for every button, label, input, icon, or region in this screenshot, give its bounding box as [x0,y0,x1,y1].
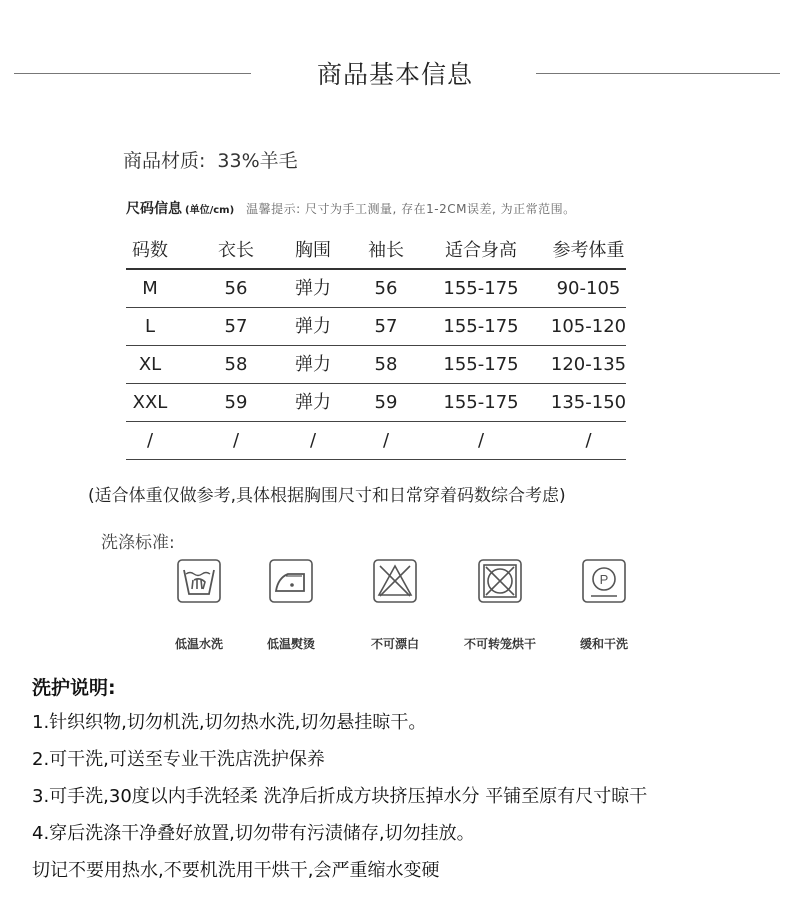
table-row [126,346,626,384]
header-cell: 衣长 [218,240,254,261]
care-line: 3.可手洗,30度以内手洗轻柔 洗净后折成方块挤压掉水分 平铺至原有尺寸晾干 [32,786,648,807]
care-title: 洗护说明: [32,677,116,699]
table-cell: 弹力 [295,354,331,375]
size-info-label: 尺码信息 [126,201,182,217]
table-cell: 58 [224,354,248,375]
svg-text:P: P [599,572,609,587]
table-cell: M [142,278,158,299]
table-cell: 155-175 [443,392,519,413]
table-header-row [126,236,626,270]
title-divider-left [14,73,251,74]
table-cell: 弹力 [295,316,331,337]
wash-standard-label: 洗涤标准: [101,533,175,553]
wash-icon-label: 低温水洗 [174,637,223,651]
care-line: 4.穿后洗涤干净叠好放置,切勿带有污渍储存,切勿挂放。 [32,823,475,844]
table-cell: 90-105 [556,278,621,299]
material-value: 33%羊毛 [217,150,298,172]
table-cell: 155-175 [443,316,519,337]
table-cell: 58 [374,354,398,375]
material-label: 商品材质: [123,150,206,172]
header-cell: 参考体重 [552,240,625,261]
table-cell: 135-150 [550,392,627,413]
wash-icon-label: 不可转笼烘干 [463,637,536,651]
care-line: 2.可干洗,可送至专业干洗店洗护保养 [32,749,325,770]
table-cell: 57 [224,316,248,337]
size-table [126,236,626,460]
table-cell: 155-175 [443,278,519,299]
size-info-line [126,198,576,218]
table-cell: 弹力 [295,392,331,413]
title-divider-right [536,73,780,74]
table-row [126,422,626,460]
table-cell: 弹力 [295,278,331,299]
header-cell: 适合身高 [445,240,517,261]
table-cell: XL [138,354,162,375]
gentle-dry-clean-icon [581,558,627,604]
table-cell: / [232,430,240,451]
page-title: 商品基本信息 [316,60,473,89]
table-cell: 57 [374,316,398,337]
care-line: 切记不要用热水,不要机洗用干烘干,会严重缩水变硬 [32,860,440,881]
table-row [126,384,626,422]
header-cell: 胸围 [295,240,331,261]
table-cell: 59 [374,392,398,413]
material-row [123,146,298,173]
table-cell: 56 [374,278,398,299]
low-temp-iron-icon [268,558,314,604]
table-cell: / [146,430,154,451]
table-cell: 59 [224,392,248,413]
table-cell: / [382,430,390,451]
no-bleach-icon [372,558,418,604]
size-info-unit: (单位/cm) [185,205,235,216]
size-info-tip: 温馨提示: 尺寸为手工测量, 存在1-2CM误差, 为正常范围。 [246,202,576,216]
table-cell: 56 [224,278,248,299]
table-cell: / [585,430,592,451]
table-row [126,270,626,308]
no-tumble-dry-icon [477,558,523,604]
wash-icon-label: 低温熨烫 [266,637,315,651]
low-temp-wash-icon [176,558,222,604]
table-cell: / [477,430,485,451]
wash-icon-label: 缓和干洗 [579,637,628,651]
table-cell: 155-175 [443,354,519,375]
table-row [126,308,626,346]
table-cell: / [309,430,317,451]
table-cell: 120-135 [550,354,627,375]
table-cell: 105-120 [550,316,627,337]
care-line: 1.针织织物,切勿机洗,切勿热水洗,切勿悬挂晾干。 [32,712,427,733]
wash-icon-label: 不可漂白 [370,637,419,651]
table-cell: L [144,316,156,337]
header-cell: 袖长 [368,240,404,261]
header-cell: 码数 [132,240,168,261]
table-cell: XXL [132,392,168,413]
weight-note: (适合体重仅做参考,具体根据胸围尺寸和日常穿着码数综合考虑) [88,486,566,506]
